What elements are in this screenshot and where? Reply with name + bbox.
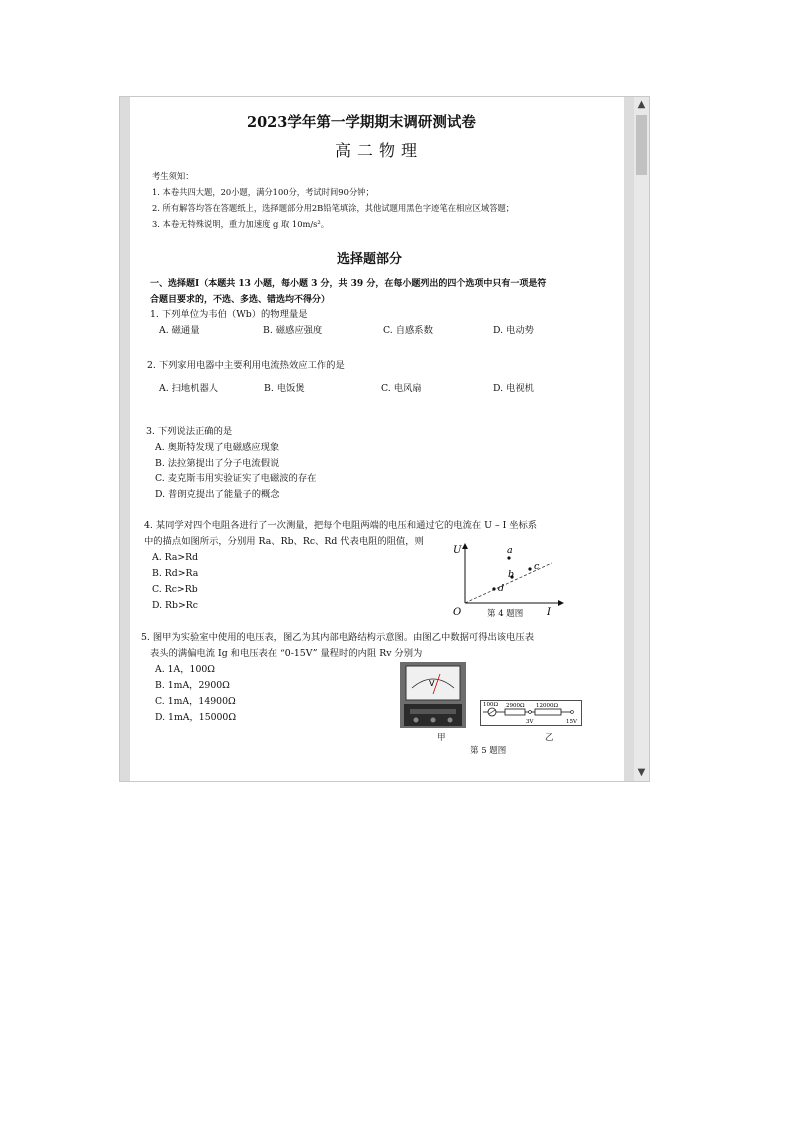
resistor-12000 bbox=[535, 709, 561, 715]
meter-terminals bbox=[410, 709, 456, 714]
q1-stem: 1. 下列单位为韦伯（Wb）的物理量是 bbox=[150, 309, 308, 320]
q2-option-b: B. 电饭煲 bbox=[264, 383, 305, 394]
q2-option-d: D. 电视机 bbox=[493, 383, 534, 394]
q5-option-b: B. 1mA，2900Ω bbox=[155, 680, 230, 691]
q4-stem-2: 中的描点如图所示，分别用 Ra、Rb、Rc、Rd 代表电阻的阻值，则 bbox=[144, 536, 424, 547]
meter-letter: V bbox=[429, 679, 435, 688]
vertical-scrollbar[interactable] bbox=[634, 97, 649, 781]
q3-option-a: A. 奥斯特发现了电磁感应现象 bbox=[155, 442, 280, 453]
exam-page bbox=[130, 97, 624, 781]
resistor-2900 bbox=[505, 709, 525, 715]
q5-option-d: D. 1mA，15000Ω bbox=[155, 712, 237, 723]
q3-option-d: D. 普朗克提出了能量子的概念 bbox=[155, 489, 280, 500]
q2-option-c: C. 电风扇 bbox=[381, 383, 422, 394]
label-u: U bbox=[453, 545, 462, 556]
label-a: a bbox=[507, 545, 513, 556]
q1-option-a: A. 磁通量 bbox=[159, 325, 200, 336]
q4-option-d: D. Rb>Rc bbox=[152, 600, 198, 611]
label-d: d bbox=[498, 583, 505, 594]
q2-stem: 2. 下列家用电器中主要利用电流热效应工作的是 bbox=[147, 360, 345, 371]
tap-15v bbox=[571, 711, 574, 714]
q1-option-b: B. 磁感应强度 bbox=[263, 325, 323, 336]
part1-instruction-1: 一、选择题Ⅰ（本题共 13 小题，每小题 3 分，共 39 分，在每小题列出的四个选项中只有一项是符 bbox=[150, 279, 547, 289]
point-a bbox=[507, 556, 510, 559]
label-jia: 甲 bbox=[437, 733, 446, 743]
terminal-right bbox=[448, 718, 453, 723]
label-15v: 15V bbox=[566, 719, 577, 725]
part1-instruction-2: 合题目要求的，不选、多选、错选均不得分） bbox=[150, 295, 331, 305]
q5-stem-1: 5. 图甲为实验室中使用的电压表，图乙为其内部电路结构示意图。由图乙中数据可得出该电压表 bbox=[141, 632, 534, 643]
q3-option-c: C. 麦克斯韦用实验证实了电磁波的存在 bbox=[155, 473, 317, 484]
label-o: O bbox=[453, 607, 462, 618]
scroll-up-icon[interactable]: ▲ bbox=[637, 99, 646, 110]
u-axis-arrow bbox=[462, 543, 468, 549]
q4-stem-1: 4. 某同学对四个电阻各进行了一次测量，把每个电阻两端的电压和通过它的电流在 U – I 坐标系 bbox=[144, 520, 538, 531]
galvanometer-needle bbox=[489, 710, 495, 714]
terminal-left bbox=[414, 718, 419, 723]
tap-3v bbox=[529, 711, 532, 714]
terminal-middle bbox=[431, 718, 436, 723]
q2-option-a: A. 扫地机器人 bbox=[159, 383, 219, 394]
q4-option-a: A. Ra>Rd bbox=[152, 552, 199, 563]
q5-option-c: C. 1mA，14900Ω bbox=[155, 696, 236, 707]
document-viewer bbox=[119, 96, 650, 782]
point-d bbox=[492, 587, 495, 590]
label-3v: 3V bbox=[526, 719, 534, 725]
i-axis-arrow bbox=[558, 600, 564, 606]
q5-figure-caption: 第 5 题图 bbox=[470, 746, 507, 756]
q4-option-b: B. Rd>Ra bbox=[152, 568, 199, 579]
label-c: c bbox=[534, 561, 540, 572]
label-i: I bbox=[547, 607, 551, 618]
meter-base bbox=[404, 704, 462, 726]
q3-stem: 3. 下列说法正确的是 bbox=[146, 426, 233, 437]
q1-option-c: C. 自感系数 bbox=[383, 325, 433, 336]
label-r1: 100Ω bbox=[483, 702, 499, 708]
section-title: 选择题部分 bbox=[337, 252, 403, 267]
exam-title: 2023学年第一学期期末调研测试卷 bbox=[247, 114, 476, 131]
label-r3: 12000Ω bbox=[536, 703, 559, 709]
notice-line-3: 3. 本卷无特殊说明，重力加速度 g 取 10m/s²。 bbox=[152, 219, 330, 229]
q5-stem-2: 表头的满偏电流 Ig 和电压表在 “0-15V” 量程时的内阻 Rv 分别为 bbox=[150, 648, 423, 659]
label-r2: 2900Ω bbox=[506, 703, 525, 709]
q3-option-b: B. 法拉第提出了分子电流假说 bbox=[155, 458, 280, 469]
scroll-down-icon[interactable]: ▼ bbox=[637, 767, 646, 778]
exam-subject: 高二物理 bbox=[335, 141, 424, 160]
voltmeter-photo bbox=[400, 662, 466, 728]
label-yi: 乙 bbox=[545, 733, 554, 743]
q4-figure-caption: 第 4 题图 bbox=[487, 609, 524, 619]
q1-option-d: D. 电动势 bbox=[493, 325, 534, 336]
label-b: b bbox=[508, 569, 515, 580]
notice-line-1: 1. 本卷共四大题，20小题，满分100分，考试时间90分钟； bbox=[152, 187, 374, 197]
scrollbar-thumb[interactable] bbox=[636, 115, 647, 175]
q5-option-a: A. 1A，100Ω bbox=[155, 664, 216, 675]
q4-option-c: C. Rc>Rb bbox=[152, 584, 198, 595]
notice-line-2: 2. 所有解答均答在答题纸上，选择题部分用2B铅笔填涂，其他试题用黑色字迹笔在相应区域答题； bbox=[152, 203, 515, 213]
voltmeter-circuit bbox=[480, 700, 582, 726]
notice-heading: 考生须知： bbox=[152, 171, 194, 181]
point-c bbox=[528, 567, 531, 570]
